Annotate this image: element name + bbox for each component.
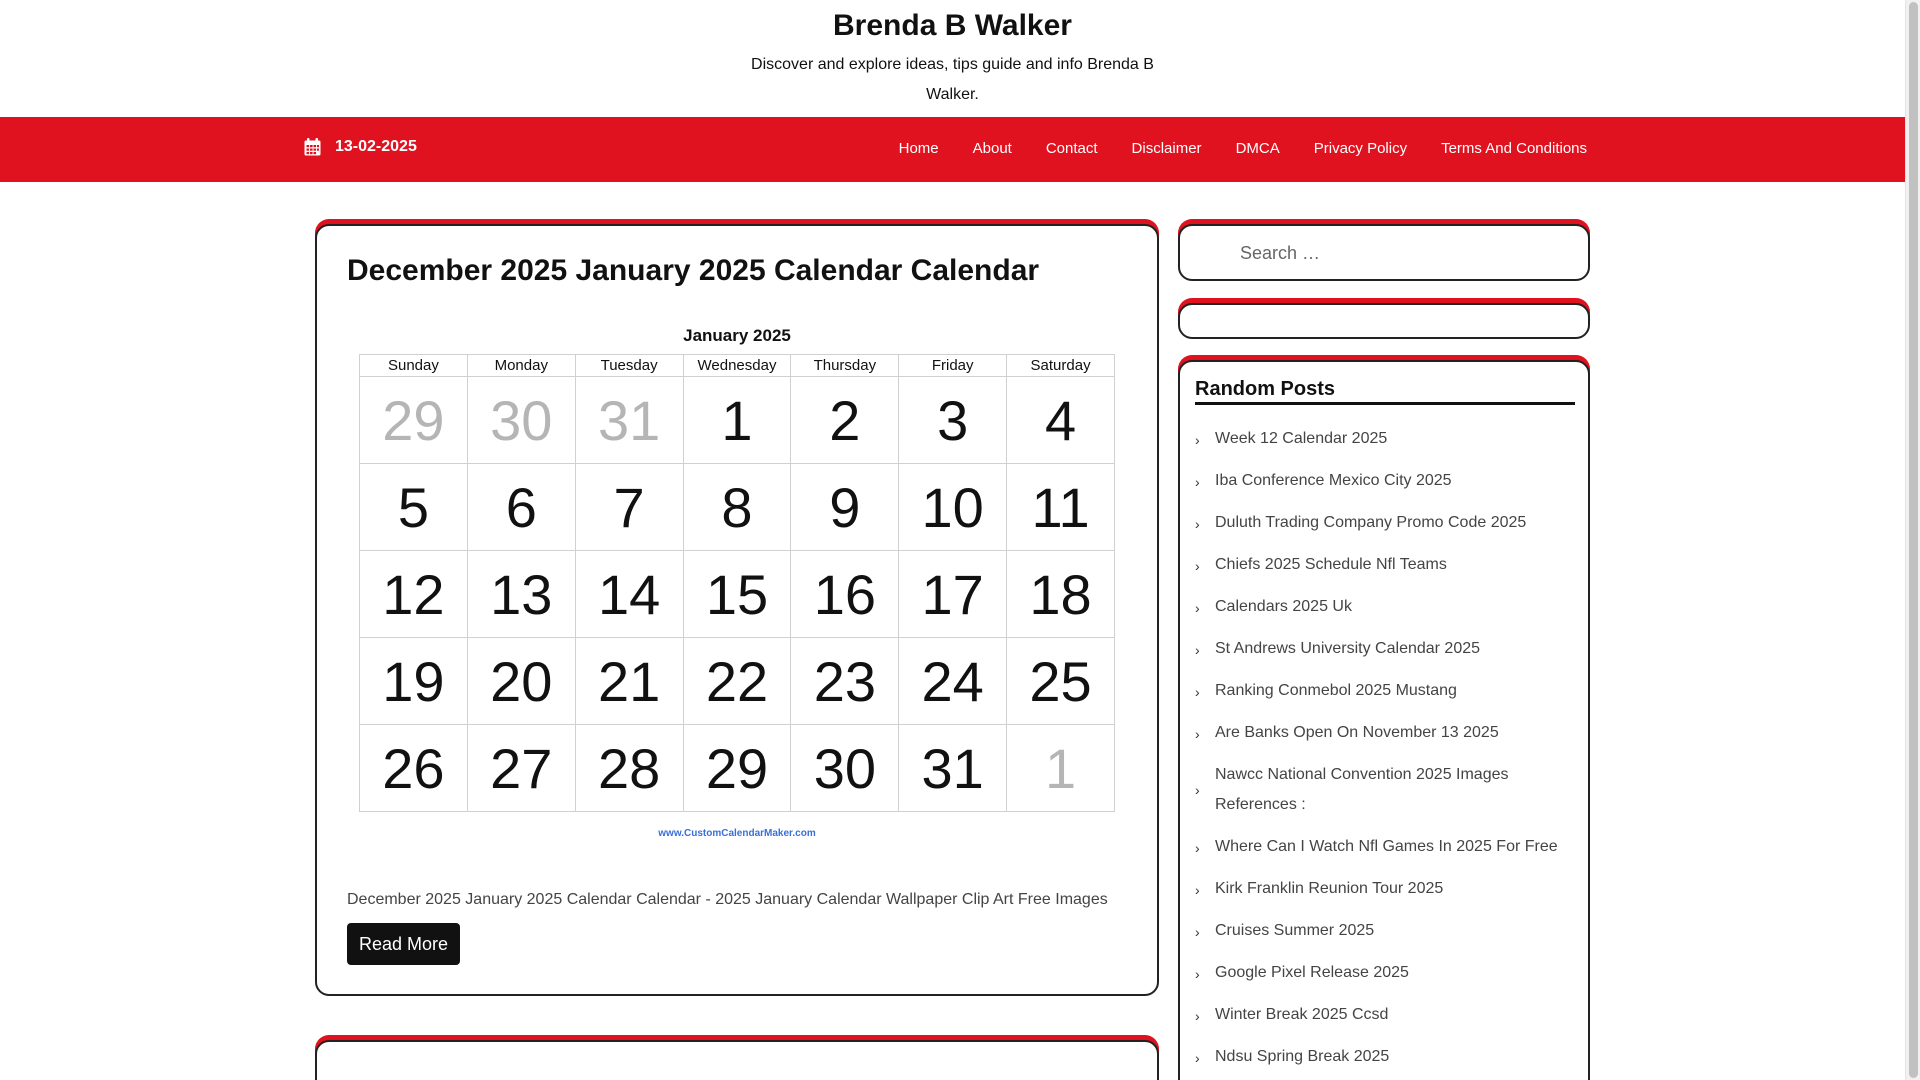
random-posts-widget bbox=[1178, 360, 1590, 1080]
random-post-link[interactable]: Ranking Conmebol 2025 Mustang bbox=[1215, 682, 1457, 699]
calendar-day: 28 bbox=[575, 725, 683, 812]
calendar-heading: January 2025 bbox=[683, 326, 791, 345]
calendar-day: 31 bbox=[575, 377, 683, 464]
random-post-link[interactable]: Google Pixel Release 2025 bbox=[1215, 964, 1409, 981]
post-title[interactable]: December 2025 January 2025 Calendar Calendar bbox=[347, 254, 1040, 287]
list-item bbox=[1195, 1040, 1575, 1080]
calendar-day: 1 bbox=[683, 377, 791, 464]
calendar-day: 30 bbox=[467, 377, 575, 464]
calendar-day: 3 bbox=[899, 377, 1007, 464]
list-item bbox=[1195, 956, 1575, 998]
calendar-day: 25 bbox=[1007, 638, 1115, 725]
scrollbar-thumb[interactable] bbox=[1909, 2, 1918, 1078]
calendar-day: 16 bbox=[791, 551, 899, 638]
chevron-right-icon: › bbox=[1195, 474, 1200, 490]
calendar-day: 23 bbox=[791, 638, 899, 725]
weekday-header: Wednesday bbox=[683, 355, 791, 377]
list-item bbox=[1195, 590, 1575, 632]
menu-contact[interactable]: Contact bbox=[1045, 140, 1098, 157]
chevron-right-icon: › bbox=[1195, 1050, 1200, 1066]
post-image-calendar[interactable] bbox=[347, 326, 1127, 839]
random-post-link[interactable]: Winter Break 2025 Ccsd bbox=[1215, 1006, 1389, 1023]
calendar-day: 21 bbox=[575, 638, 683, 725]
main-menu bbox=[865, 137, 1587, 175]
post-card-next bbox=[315, 1040, 1159, 1080]
site-description: Discover and explore ideas, tips guide and info Brenda B Walker. bbox=[751, 56, 1154, 103]
chevron-right-icon: › bbox=[1195, 924, 1200, 940]
chevron-right-icon: › bbox=[1195, 882, 1200, 898]
chevron-right-icon: › bbox=[1195, 600, 1200, 616]
calendar-day: 12 bbox=[360, 551, 468, 638]
chevron-right-icon: › bbox=[1195, 516, 1200, 532]
calendar-day: 2 bbox=[791, 377, 899, 464]
random-post-link[interactable]: Where Can I Watch Nfl Games In 2025 For Free bbox=[1215, 838, 1558, 855]
date-text: 13-02-2025 bbox=[335, 138, 417, 155]
menu-privacy-policy[interactable]: Privacy Policy bbox=[1313, 140, 1408, 157]
calendar-day: 30 bbox=[791, 725, 899, 812]
calendar-watermark: www.CustomCalendarMaker.com bbox=[658, 828, 816, 839]
calendar-day: 4 bbox=[1007, 377, 1115, 464]
search-widget bbox=[1178, 224, 1590, 281]
post-card bbox=[315, 224, 1159, 996]
calendar-week bbox=[360, 725, 1115, 812]
list-item bbox=[1195, 758, 1575, 830]
list-item bbox=[1195, 716, 1575, 758]
random-post-link[interactable]: Kirk Franklin Reunion Tour 2025 bbox=[1215, 880, 1444, 897]
site-header bbox=[0, 0, 1905, 117]
calendar-day: 22 bbox=[683, 638, 791, 725]
list-item bbox=[1195, 872, 1575, 914]
calendar-day: 29 bbox=[360, 377, 468, 464]
weekday-header: Monday bbox=[467, 355, 575, 377]
menu-disclaimer[interactable]: Disclaimer bbox=[1131, 140, 1202, 157]
calendar-day: 29 bbox=[683, 725, 791, 812]
menu-home[interactable]: Home bbox=[898, 140, 939, 157]
random-posts-list bbox=[1195, 422, 1575, 1080]
random-post-link[interactable]: St Andrews University Calendar 2025 bbox=[1215, 640, 1481, 657]
random-posts-title: Random Posts bbox=[1195, 378, 1575, 405]
weekday-header: Thursday bbox=[791, 355, 899, 377]
calendar-day: 18 bbox=[1007, 551, 1115, 638]
weekday-header: Friday bbox=[899, 355, 1007, 377]
calendar-grid bbox=[359, 354, 1115, 812]
chevron-right-icon: › bbox=[1195, 642, 1200, 658]
random-post-link[interactable]: Nawcc National Convention 2025 Images References : bbox=[1215, 766, 1509, 813]
list-item bbox=[1195, 548, 1575, 590]
search-input[interactable] bbox=[1200, 234, 1570, 272]
current-date bbox=[304, 138, 417, 156]
calendar-day: 20 bbox=[467, 638, 575, 725]
chevron-right-icon: › bbox=[1195, 1008, 1200, 1024]
chevron-right-icon: › bbox=[1195, 726, 1200, 742]
chevron-right-icon: › bbox=[1195, 782, 1200, 798]
main-navbar bbox=[0, 117, 1905, 182]
calendar-day: 10 bbox=[899, 464, 1007, 551]
calendar-day: 31 bbox=[899, 725, 1007, 812]
calendar-day: 24 bbox=[899, 638, 1007, 725]
calendar-day: 8 bbox=[683, 464, 791, 551]
random-post-link[interactable]: Are Banks Open On November 13 2025 bbox=[1215, 724, 1499, 741]
menu-dmca[interactable]: DMCA bbox=[1235, 140, 1280, 157]
list-item bbox=[1195, 422, 1575, 464]
list-item bbox=[1195, 674, 1575, 716]
random-post-link[interactable]: Week 12 Calendar 2025 bbox=[1215, 430, 1388, 447]
calendar-day: 7 bbox=[575, 464, 683, 551]
post-excerpt: December 2025 January 2025 Calendar Calendar - 2025 January Calendar Wallpaper Clip Art Free Images bbox=[347, 891, 1108, 908]
random-post-link[interactable]: Calendars 2025 Uk bbox=[1215, 598, 1352, 615]
list-item bbox=[1195, 998, 1575, 1040]
random-post-link[interactable]: Ndsu Spring Break 2025 bbox=[1215, 1048, 1390, 1065]
weekday-header: Tuesday bbox=[575, 355, 683, 377]
read-more-button[interactable]: Read More bbox=[347, 923, 460, 965]
calendar-day: 26 bbox=[360, 725, 468, 812]
calendar-week bbox=[360, 377, 1115, 464]
calendar-day: 19 bbox=[360, 638, 468, 725]
weekday-header: Saturday bbox=[1007, 355, 1115, 377]
chevron-right-icon: › bbox=[1195, 684, 1200, 700]
calendar-day: 27 bbox=[467, 725, 575, 812]
calendar-week bbox=[360, 464, 1115, 551]
random-post-link[interactable]: Duluth Trading Company Promo Code 2025 bbox=[1215, 514, 1527, 531]
calendar-week bbox=[360, 638, 1115, 725]
list-item bbox=[1195, 506, 1575, 548]
chevron-right-icon: › bbox=[1195, 432, 1200, 448]
calendar-day: 6 bbox=[467, 464, 575, 551]
chevron-right-icon: › bbox=[1195, 558, 1200, 574]
site-title[interactable]: Brenda B Walker bbox=[833, 9, 1072, 42]
menu-about[interactable]: About bbox=[972, 140, 1012, 157]
calendar-day: 1 bbox=[1007, 725, 1115, 812]
calendar-icon bbox=[304, 138, 321, 156]
page-scrollbar[interactable] bbox=[1905, 0, 1920, 1080]
calendar-week bbox=[360, 551, 1115, 638]
random-post-link[interactable]: Chiefs 2025 Schedule Nfl Teams bbox=[1215, 556, 1447, 573]
random-post-link[interactable]: Iba Conference Mexico City 2025 bbox=[1215, 472, 1452, 489]
chevron-right-icon: › bbox=[1195, 966, 1200, 982]
calendar-day: 9 bbox=[791, 464, 899, 551]
empty-widget bbox=[1178, 303, 1590, 339]
calendar-day: 17 bbox=[899, 551, 1007, 638]
chevron-right-icon: › bbox=[1195, 840, 1200, 856]
weekday-header: Sunday bbox=[360, 355, 468, 377]
list-item bbox=[1195, 632, 1575, 674]
list-item bbox=[1195, 464, 1575, 506]
list-item bbox=[1195, 914, 1575, 956]
calendar-day: 5 bbox=[360, 464, 468, 551]
calendar-day: 11 bbox=[1007, 464, 1115, 551]
calendar-day: 14 bbox=[575, 551, 683, 638]
menu-terms[interactable]: Terms And Conditions bbox=[1441, 140, 1587, 157]
random-post-link[interactable]: Cruises Summer 2025 bbox=[1215, 922, 1375, 939]
calendar-day: 15 bbox=[683, 551, 791, 638]
calendar-day: 13 bbox=[467, 551, 575, 638]
list-item bbox=[1195, 830, 1575, 872]
